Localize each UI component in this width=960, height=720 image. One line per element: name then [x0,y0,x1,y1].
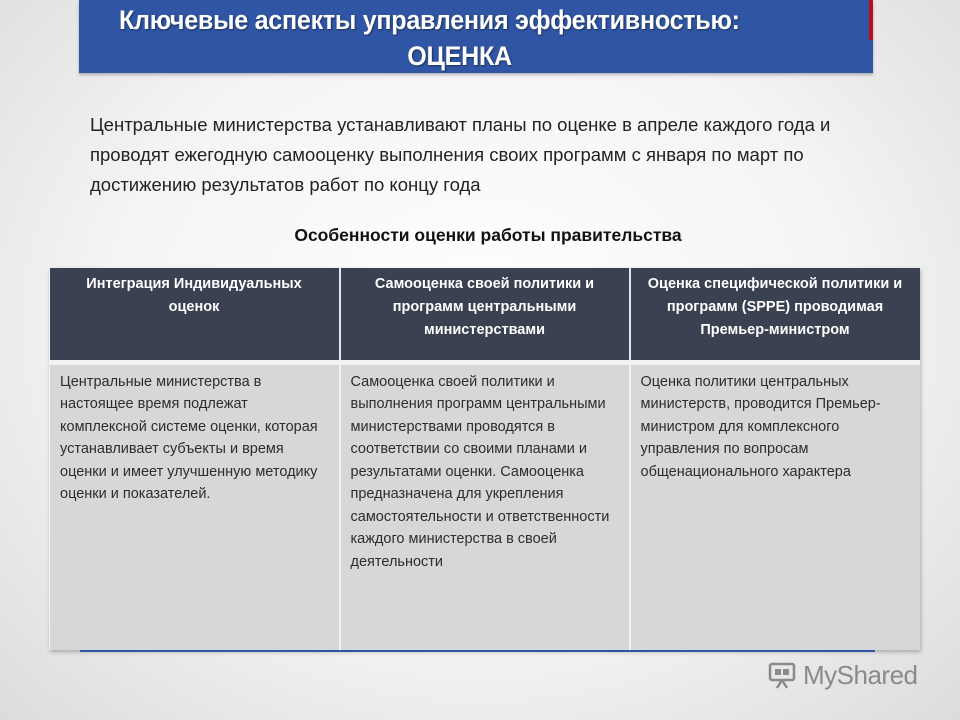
table-row [50,362,920,650]
presentation-icon [767,660,797,690]
slide-title-line2: ОЦЕНКА [407,41,512,71]
table-header-cell: Оценка специфической политики и программ (SPPE) проводимая Премьер-министром [630,268,920,362]
table-header-row [50,268,920,362]
table-underline [80,650,875,652]
table-cell: Самооценка своей политики и выполнения программ центральными министерствами проводятся в соответствии со своими планами и результатами оценки. Самооценка предназначена для укрепления самостоятельности и ответственности каждого министерства в своей деятельности [340,362,630,650]
section-title: Особенности оценки работы правительства [294,225,682,245]
slide-title [119,2,807,74]
evaluation-table [49,268,920,650]
table-header-cell: Самооценка своей политики и программ центральными министерствами [340,268,630,362]
myshared-watermark[interactable] [767,655,918,695]
title-banner [79,0,873,73]
title-accent-bar [869,0,873,40]
watermark-text: MyShared [803,659,918,690]
slide-title-line1: Ключевые аспекты управления эффективностью: [119,5,740,35]
table-header-cell: Интеграция Индивидуальных оценок [50,268,340,362]
table-cell: Центральные министерства в настоящее время подлежат комплексной системе оценки, которая устанавливает субъекты и время оценки и имеет улучшенную методику оценки и показателей. [50,362,340,650]
table-cell: Оценка политики центральных министерств, проводится Премьер-министром для комплексного управления по вопросам общенационального характера [630,362,920,650]
intro-paragraph: Центральные министерства устанавливают планы по оценке в апреле каждого года и проводят ежегодную самооценку выполнения своих программ с января по март по достижению результатов работ по концу года [90,114,831,195]
